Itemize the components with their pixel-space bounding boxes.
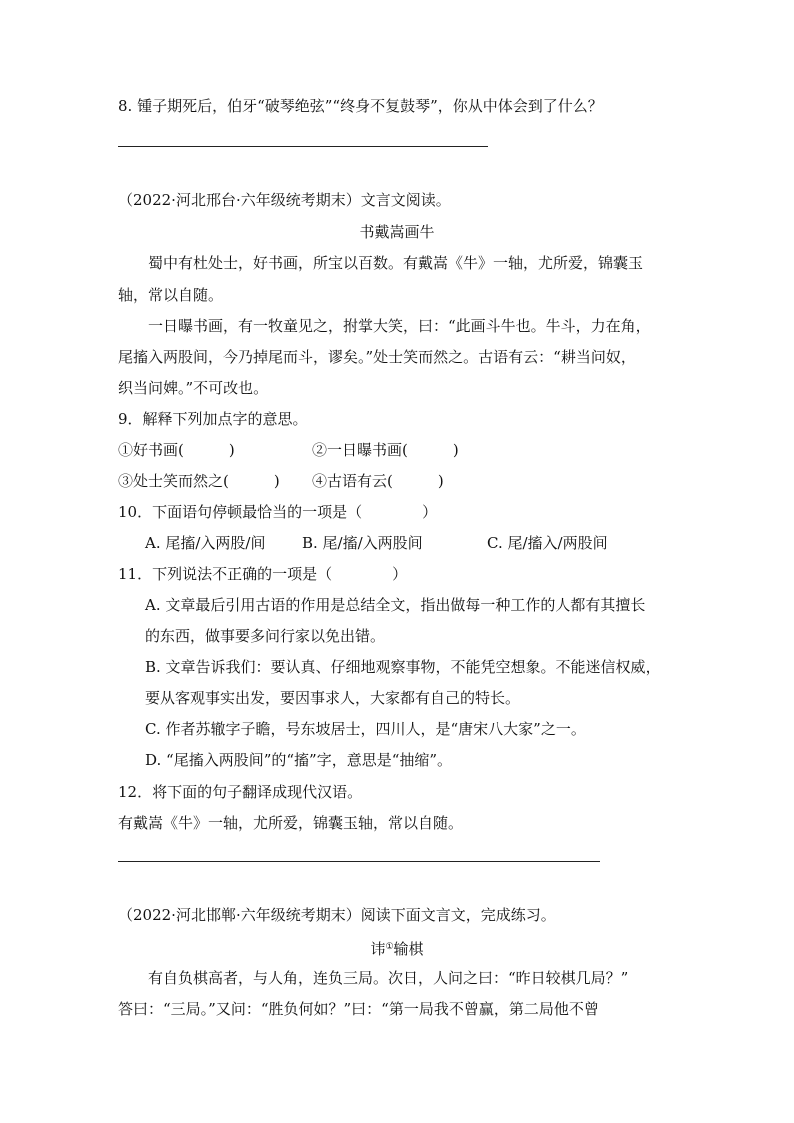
- section-2-title: [0, 937, 794, 959]
- question-12-sentence: 有戴嵩《牛》一轴，尤所爱，锦囊玉轴，常以自随。: [118, 814, 464, 832]
- footnote-marker: ①: [385, 942, 394, 952]
- section-2-title-main: 讳: [370, 940, 386, 958]
- passage-2-line-2: 答曰：“三局。”又问：“胜负何如？”曰：“第一局我不曾赢，第二局他不曾: [118, 1000, 599, 1018]
- question-10-option-a: A. 尾搐/入两股/间: [145, 534, 266, 552]
- passage-1-line-4: 尾搐入两股间，今乃掉尾而斗，谬矣。”处士笑而然之。古语有云：“耕当问奴，: [118, 348, 636, 366]
- question-8: 8. 锺子期死后，伯牙“破琴绝弦”“终身不复鼓琴”，你从中体会到了什么？: [118, 97, 603, 115]
- passage-1-line-2: 轴，常以自随。: [118, 286, 224, 304]
- question-9-prompt: 9．解释下列加点字的意思。: [118, 410, 308, 428]
- question-11-option-d: D. “尾搐入两股间”的“搐”字，意思是“抽缩”。: [145, 751, 453, 769]
- section-2-title-rest: 输棋: [393, 940, 424, 958]
- passage-2-line-1: 有自负棋高者，与人角，连负三局。次日，人问之曰：“昨日较棋几局？”: [148, 969, 629, 987]
- question-11-option-a-line-1: A. 文章最后引用古语的作用是总结全文，指出做每一种工作的人都有其擅长: [145, 596, 646, 614]
- section-1-title: 书戴嵩画牛: [359, 223, 435, 241]
- answer-line-q12: [118, 861, 600, 862]
- question-11-option-a-line-2: 的东西，做事要多问行家以免出错。: [145, 627, 386, 645]
- passage-1-line-5: 织当问婢。”不可改也。: [118, 379, 269, 397]
- section-2-source: （2022·河北邯郸·六年级统考期末）阅读下面文言文，完成练习。: [118, 906, 556, 924]
- section-1-source: （2022·河北邢台·六年级统考期末）文言文阅读。: [118, 191, 451, 209]
- question-11-option-b-line-2: 要从客观事实出发，要因事求人，大家都有自己的特长。: [145, 689, 521, 707]
- question-9-item-2: ②一日曝书画( ): [312, 441, 459, 459]
- passage-1-line-3: 一日曝书画，有一牧童见之，拊掌大笑，曰：“此画斗牛也。牛斗，力在角，: [148, 317, 651, 335]
- question-10-prompt: 10．下面语句停顿最恰当的一项是（ ）: [118, 503, 438, 521]
- question-12-prompt: 12．将下面的句子翻译成现代汉语。: [118, 783, 363, 801]
- question-9-item-4: ④古语有云( ): [312, 472, 444, 490]
- question-9-item-3: ③处士笑而然之( ): [118, 472, 280, 490]
- answer-line-q8: [118, 146, 488, 147]
- question-11-option-c: C. 作者苏辙字子瞻，号东坡居士，四川人，是“唐宋八大家”之一。: [145, 720, 586, 738]
- question-11-prompt: 11．下列说法不正确的一项是（ ）: [118, 565, 408, 583]
- question-10-option-b: B. 尾/搐/入两股间: [302, 534, 423, 552]
- question-10-option-c: C. 尾/搐入/两股间: [487, 534, 608, 552]
- question-11-option-b-line-1: B. 文章告诉我们：要认真、仔细地观察事物，不能凭空想象。不能迷信权威，: [145, 658, 661, 676]
- question-9-item-1: ①好书画( ): [118, 441, 235, 459]
- passage-1-line-1: 蜀中有杜处士，好书画，所宝以百数。有戴嵩《牛》一轴，尤所爱，锦囊玉: [148, 254, 644, 272]
